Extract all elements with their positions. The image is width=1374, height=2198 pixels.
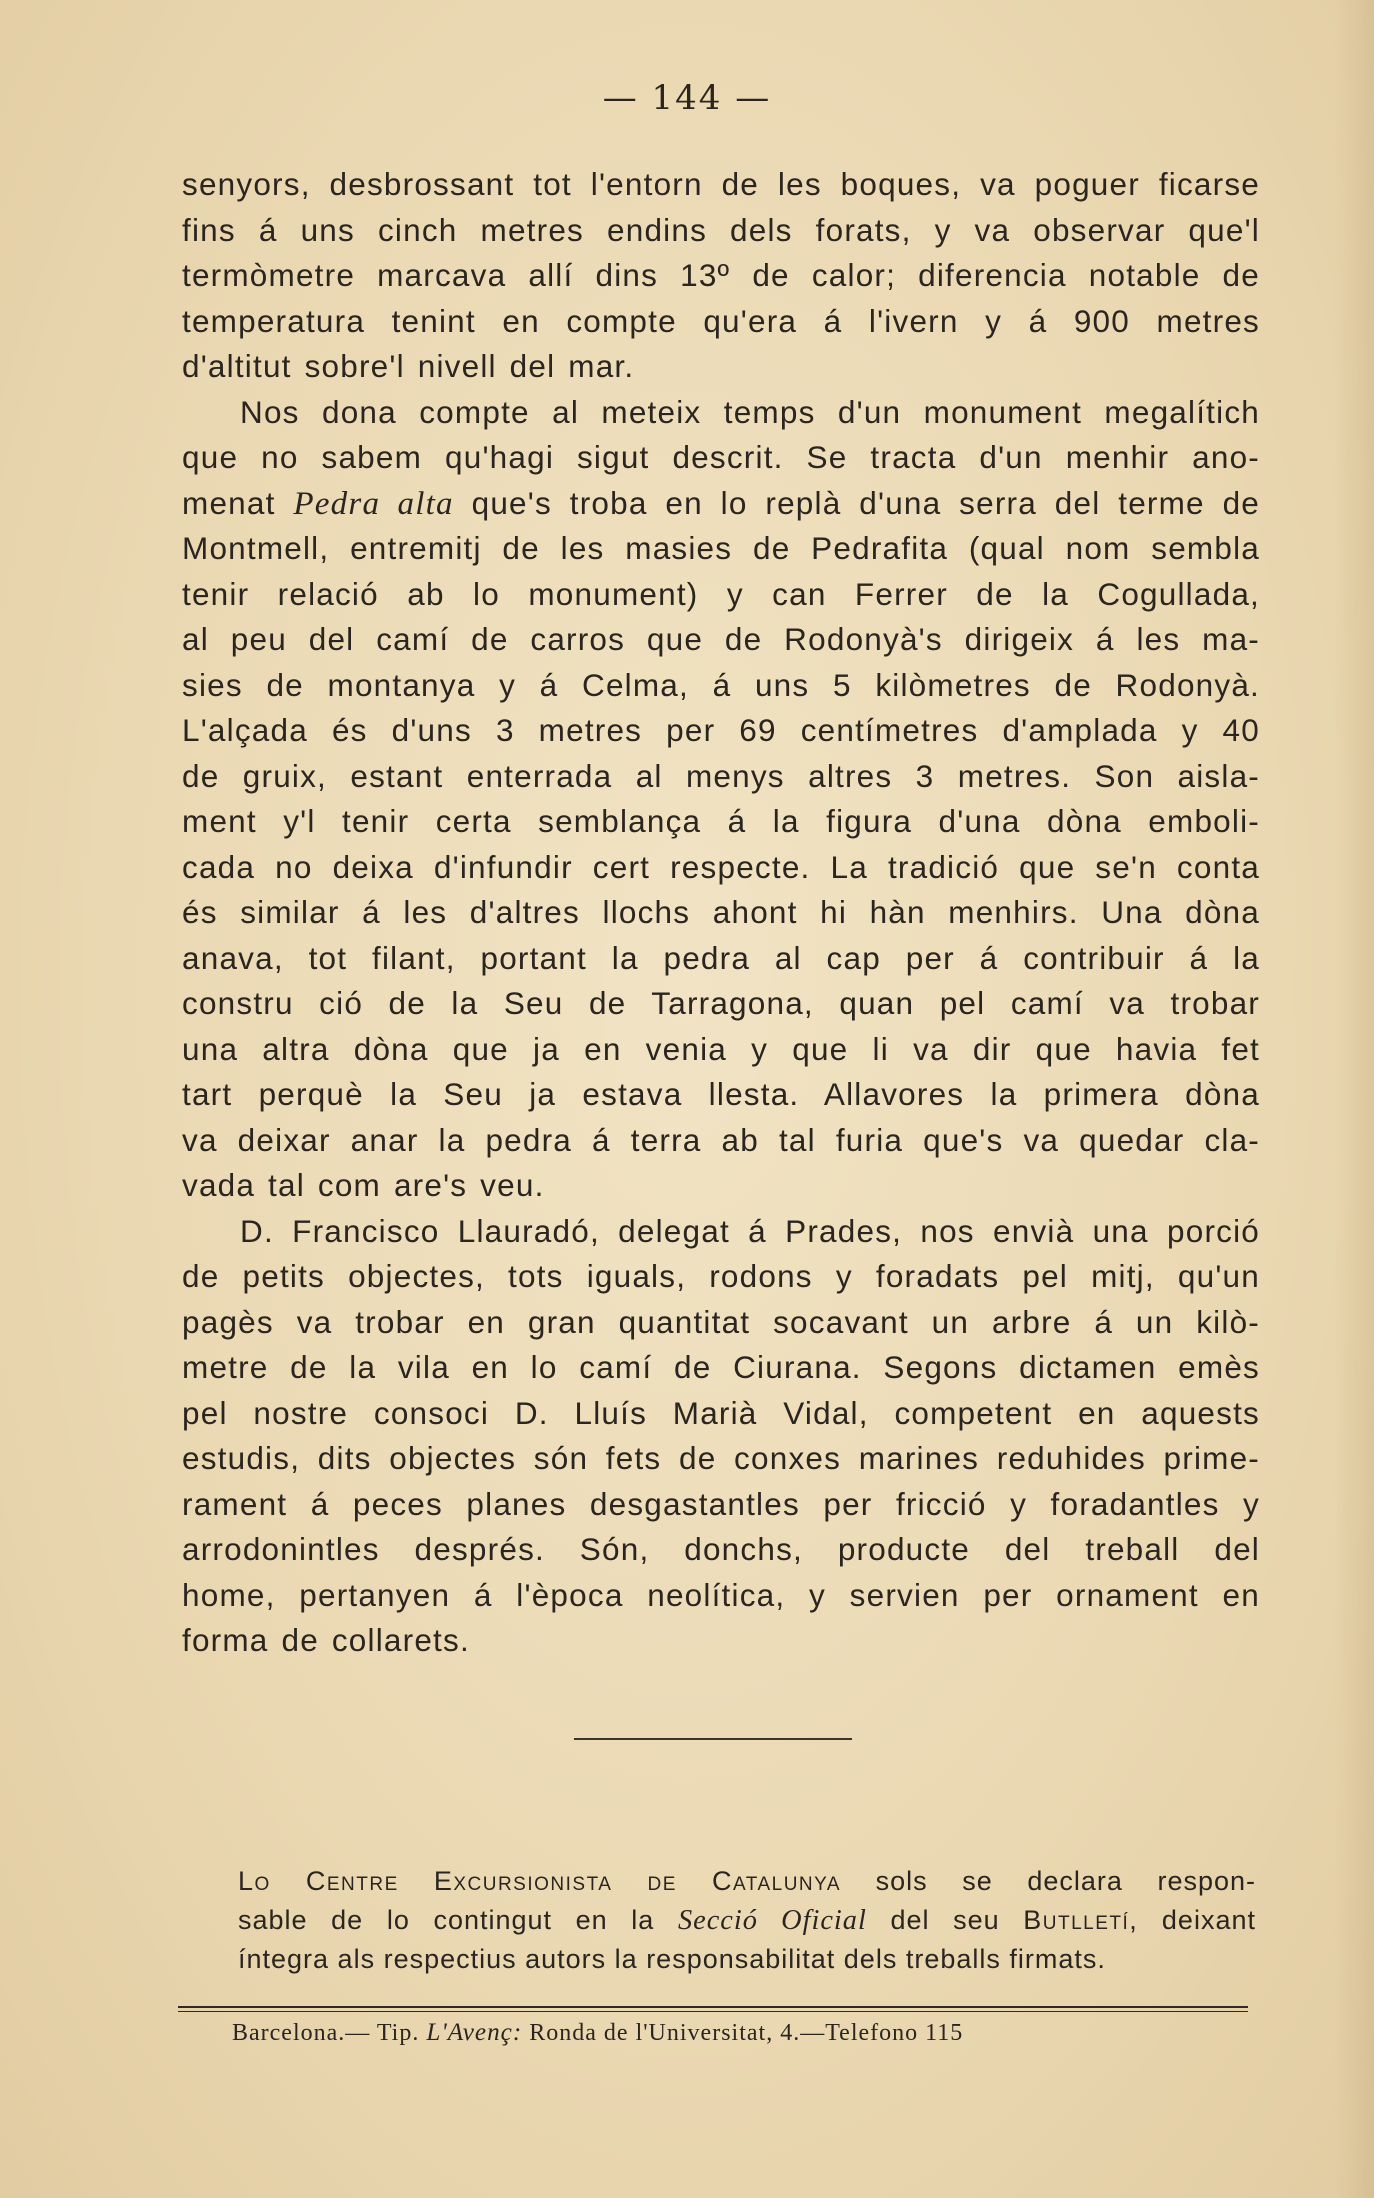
imprint-rule-thin	[178, 2011, 1248, 2012]
text-line: tart perquè la Seu ja estava llesta. Allavores la primera dòna	[182, 1076, 1260, 1112]
text-line: D. Francisco Llauradó, delegat á Prades, nos envià una porció	[240, 1212, 1260, 1249]
paragraph	[182, 390, 1260, 1209]
text-line: home, pertanyen á l'època neolítica, y servien per ornament en	[182, 1576, 1260, 1613]
text-line: menat Pedra alta que's troba en lo replà d'una serra del terme de	[182, 484, 1261, 522]
paragraph	[182, 1209, 1260, 1664]
editorial-notice	[238, 1862, 1256, 1979]
text-line: rament á peces planes desgastantles per fricció y foradantles y	[182, 1485, 1260, 1522]
text-line: anava, tot filant, portant la pedra al cap per á contribuir á la	[182, 939, 1260, 976]
text-line: senyors, desbrossant tot l'entorn de les boques, va poguer ficarse	[182, 166, 1260, 202]
small-caps-text: Butlletí,	[1023, 1905, 1139, 1935]
page-number: — 144 —	[602, 78, 772, 118]
text-line: pagès va trobar en gran quantitat socavant un arbre á un kilò-	[182, 1303, 1260, 1340]
text-line: que no sabem qu'hagi sigut descrit. Se tracta d'un menhir ano-	[182, 439, 1260, 475]
page-edge-shadow	[1334, 0, 1374, 2198]
text-line: és similar á les d'altres llochs ahont hi hàn menhirs. Una dòna	[182, 894, 1260, 930]
text-line: ment y'l tenir certa semblança á la figura d'una dòna emboli-	[182, 803, 1260, 839]
text-line: Montmell, entremitj de les masies de Pedrafita (qual nom sembla	[182, 530, 1260, 566]
text-line: termòmetre marcava allí dins 13º de calor; diferencia notable de	[182, 257, 1260, 293]
printer-imprint: Barcelona.— Tip. L'Avenç: Ronda de l'Universitat, 4.—Telefono 115	[232, 2019, 964, 2046]
text-line: va deixar anar la pedra á terra ab tal furia que's va quedar cla-	[182, 1121, 1260, 1158]
text-line: vada tal com are's veu.	[182, 1167, 545, 1203]
text-line: fins á uns cinch metres endins dels forats, y va observar que'l	[182, 211, 1260, 248]
text-line: temperatura tenint en compte qu'era á l'ivern y á 900 metres	[182, 302, 1260, 339]
text-line: pel nostre consoci D. Lluís Marià Vidal, competent en aquests	[182, 1394, 1260, 1431]
text-line: sies de montanya y á Celma, á uns 5 kilòmetres de Rodonyà.	[182, 666, 1260, 703]
paragraph	[182, 162, 1260, 390]
text-line: una altra dòna que ja en venia y que li va dir que havia fet	[182, 1030, 1260, 1067]
italic-text: Pedra alta	[293, 485, 454, 522]
text-line: metre de la vila en lo camí de Ciurana. Segons dictamen emès	[182, 1349, 1260, 1385]
italic-text: Secció Oficial	[677, 1905, 867, 1936]
small-caps-text: Lo Centre Excursionista de Catalunya	[238, 1866, 842, 1896]
text-line: d'altitut sobre'l nivell del mar.	[182, 348, 635, 384]
imprint-rule	[178, 2006, 1248, 2008]
text-line: tenir relació ab lo monument) y can Ferrer de la Cogullada,	[182, 575, 1260, 612]
notice-line: sable de lo contingut en la Secció Oficial del seu Butlletí, deixant	[238, 1905, 1256, 1936]
body-text	[182, 162, 1260, 1664]
text-line: cada no deixa d'infundir cert respecte. La tradició que se'n conta	[182, 848, 1260, 885]
text-line: al peu del camí de carros que de Rodonyà's dirigeix á les ma-	[182, 621, 1260, 657]
text-line: Nos dona compte al meteix temps d'un monument megalítich	[240, 393, 1260, 430]
text-line: estudis, dits objectes són fets de conxes marines reduhides prime-	[182, 1440, 1260, 1476]
notice-line: Lo Centre Excursionista de Catalunya sols se declara respon-	[238, 1866, 1257, 1896]
italic-text: L'Avenç:	[426, 2019, 523, 2046]
text-line: arrodonintles després. Són, donchs, producte del treball del	[182, 1531, 1260, 1567]
text-line: de petits objectes, tots iguals, rodons y foradats pel mitj, qu'un	[182, 1258, 1260, 1294]
notice-line: íntegra als respectius autors la responsabilitat dels treballs firmats.	[238, 1944, 1106, 1974]
text-line: forma de collarets.	[182, 1622, 470, 1658]
text-line: de gruix, estant enterrada al menys altres 3 metres. Son aisla-	[182, 757, 1260, 794]
section-separator	[574, 1738, 852, 1740]
text-line: constru ció de la Seu de Tarragona, quan pel camí va trobar	[182, 985, 1260, 1021]
text-line: L'alçada és d'uns 3 metres per 69 centímetres d'amplada y 40	[182, 712, 1260, 748]
